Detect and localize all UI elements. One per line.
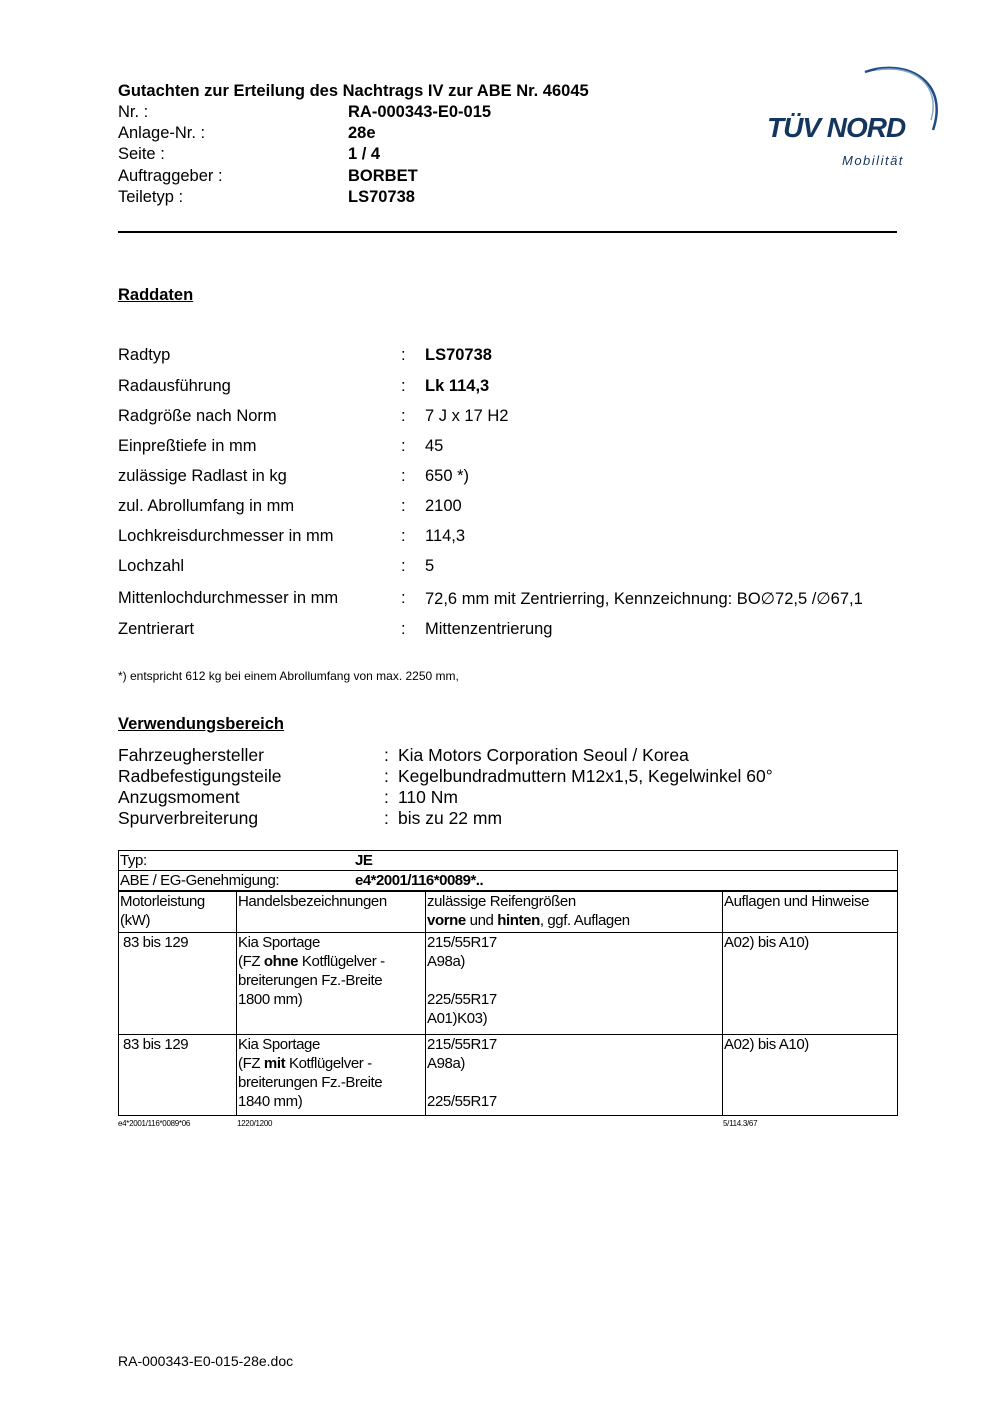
wheel-value: 5 <box>425 557 435 575</box>
usage-label: Anzugsmoment <box>118 787 240 807</box>
wheel-row <box>118 557 918 579</box>
usage-value: 110 Nm <box>398 787 458 807</box>
wheel-value: 45 <box>425 437 444 455</box>
abe-row <box>119 871 898 892</box>
wheel-sep: : <box>401 620 406 638</box>
section-title-verwendungsbereich: Verwendungsbereich <box>118 715 284 733</box>
auflagen-cell: A02) bis A10) <box>723 933 898 1035</box>
header-label: Seite : <box>118 145 165 163</box>
logo-brand: TÜV NORD <box>767 112 906 143</box>
usage-sep: : <box>384 766 389 786</box>
header-value: 1 / 4 <box>348 145 381 163</box>
wheel-row <box>118 620 918 642</box>
tire-size: 215/55R17 <box>427 934 497 951</box>
reifen-header-rest: , ggf. Auflagen <box>539 912 630 929</box>
table-row <box>119 933 898 1035</box>
typ-label: Typ: <box>120 852 147 869</box>
wheel-sep: : <box>401 437 406 455</box>
wheel-sep: : <box>401 467 406 485</box>
header-label: Anlage-Nr. : <box>118 124 206 142</box>
tire-size: 225/55R17 <box>427 991 497 1008</box>
reifen-cell <box>426 933 723 1035</box>
wheel-value: 72,6 mm mit Zentrierring, Kennzeichnung: BO∅72,5 /∅67,1 <box>425 590 863 608</box>
header-value: RA-000343-E0-015 <box>348 103 492 121</box>
usage-value: Kegelbundradmuttern M12x1,5, Kegelwinkel 60° <box>398 766 773 786</box>
col-header-handel: Handelsbezeichnungen <box>237 891 426 933</box>
wheel-row <box>118 497 918 519</box>
wheel-label: Einpreßtiefe in mm <box>118 437 257 455</box>
wheel-row <box>118 407 918 429</box>
handel-cell <box>237 933 426 1035</box>
handel-line: breiterungen Fz.-Breite <box>238 1074 383 1091</box>
reifen-header-line1: zulässige Reifengrößen <box>427 893 576 910</box>
reifen-header-vorne: vorne <box>427 912 466 929</box>
header-value: LS70738 <box>348 188 415 206</box>
wheel-row <box>118 346 918 368</box>
wheel-sep: : <box>401 497 406 515</box>
wheel-sep: : <box>401 407 406 425</box>
abe-value: e4*2001/116*0089*.. <box>355 872 484 889</box>
header-value: 28e <box>348 124 376 142</box>
document-filename: RA-000343-E0-015-28e.doc <box>118 1353 294 1369</box>
tire-note: A98a) <box>427 953 466 970</box>
header-value: BORBET <box>348 167 418 185</box>
wheel-label: Lochkreisdurchmesser in mm <box>118 527 334 545</box>
typ-row <box>119 851 898 871</box>
wheel-row <box>118 527 918 549</box>
header-label: Nr. : <box>118 103 149 121</box>
usage-label: Spurverbreiterung <box>118 808 259 828</box>
reifen-cell <box>426 1035 723 1116</box>
footnote: *) entspricht 612 kg bei einem Abrollumfang von max. 2250 mm, <box>118 669 459 683</box>
wheel-sep: : <box>401 527 406 545</box>
usage-label: Fahrzeughersteller <box>118 745 264 765</box>
reifen-header-und: und <box>465 912 498 929</box>
wheel-row <box>118 437 918 459</box>
handel-emph: mit <box>263 1055 286 1072</box>
report-title: Gutachten zur Erteilung des Nachtrags IV zur ABE Nr. 46045 <box>118 82 589 100</box>
section-title-raddaten: Raddaten <box>118 286 194 304</box>
wheel-value: 650 *) <box>425 467 470 485</box>
table-row <box>119 1035 898 1116</box>
header-row-auftraggeber <box>118 167 418 186</box>
wheel-value: 114,3 <box>425 527 466 545</box>
table-footer-approval: e4*2001/116*0089*06 <box>118 1119 191 1128</box>
col-header-reifen <box>426 891 723 933</box>
header-row-seite <box>118 145 380 164</box>
wheel-label: Zentrierart <box>118 620 195 638</box>
handel-cell <box>237 1035 426 1116</box>
motor-cell: 83 bis 129 <box>119 933 237 1035</box>
tire-size: 215/55R17 <box>427 1036 497 1053</box>
vehicle-table <box>118 850 898 1116</box>
wheel-label: Radgröße nach Norm <box>118 407 277 425</box>
wheel-row <box>118 467 918 489</box>
wheel-label: zulässige Radlast in kg <box>118 467 287 485</box>
usage-value: bis zu 22 mm <box>398 808 503 828</box>
handel-line: (FZ <box>238 1055 264 1072</box>
handel-line: 1800 mm) <box>238 991 303 1008</box>
abe-cell <box>119 871 898 892</box>
handel-line: Kotflügelver - <box>285 1055 372 1072</box>
motor-cell: 83 bis 129 <box>119 1035 237 1116</box>
auflagen-cell: A02) bis A10) <box>723 1035 898 1116</box>
col-header-auflagen: Auflagen und Hinweise <box>723 891 898 933</box>
wheel-value: 2100 <box>425 497 462 515</box>
wheel-label: Radtyp <box>118 346 171 364</box>
wheel-value: LS70738 <box>425 346 492 364</box>
typ-value: JE <box>355 852 373 869</box>
abe-label: ABE / EG-Genehmigung: <box>120 872 280 889</box>
handel-line: (FZ <box>238 953 264 970</box>
col-header-motor: Motorleistung (kW) <box>119 891 237 933</box>
handel-emph: ohne <box>263 953 299 970</box>
logo-subtitle: Mobilität <box>842 153 904 168</box>
header-row-nr <box>118 103 491 122</box>
reifen-header-hinten: hinten <box>497 912 540 929</box>
tire-size: 225/55R17 <box>427 1093 497 1110</box>
usage-sep: : <box>384 787 389 807</box>
wheel-row <box>118 589 918 611</box>
header-row-teiletyp <box>118 188 415 207</box>
wheel-sep: : <box>401 557 406 575</box>
wheel-value: 7 J x 17 H2 <box>425 407 509 425</box>
usage-sep: : <box>384 808 389 828</box>
wheel-label: zul. Abrollumfang in mm <box>118 497 295 515</box>
wheel-value: Mittenzentrierung <box>425 620 553 638</box>
typ-cell <box>119 851 898 871</box>
table-footer-size: 1220/1200 <box>237 1119 273 1128</box>
header-row-anlage <box>118 124 376 143</box>
usage-sep: : <box>384 745 389 765</box>
column-header-row <box>119 891 898 933</box>
tire-note: A98a) <box>427 1055 466 1072</box>
table-footer-code: 5/114.3/67 <box>723 1119 758 1128</box>
wheel-row <box>118 377 918 399</box>
handel-line: 1840 mm) <box>238 1093 303 1110</box>
wheel-label: Radausführung <box>118 377 231 395</box>
header-divider <box>118 231 897 233</box>
handel-line: Kotflügelver - <box>298 953 385 970</box>
wheel-value: Lk 114,3 <box>425 377 490 395</box>
usage-value: Kia Motors Corporation Seoul / Korea <box>398 745 689 765</box>
wheel-sep: : <box>401 589 406 607</box>
wheel-sep: : <box>401 346 406 364</box>
wheel-label: Lochzahl <box>118 557 185 575</box>
tuv-nord-logo <box>765 60 945 170</box>
tire-note: A01)K03) <box>427 1010 488 1027</box>
usage-label: Radbefestigungsteile <box>118 766 282 786</box>
wheel-sep: : <box>401 377 406 395</box>
header-label: Auftraggeber : <box>118 167 223 185</box>
header-label: Teiletyp : <box>118 188 184 206</box>
handel-line: Kia Sportage <box>238 934 320 951</box>
handel-line: breiterungen Fz.-Breite <box>238 972 383 989</box>
handel-line: Kia Sportage <box>238 1036 320 1053</box>
wheel-label: Mittenlochdurchmesser in mm <box>118 589 339 607</box>
